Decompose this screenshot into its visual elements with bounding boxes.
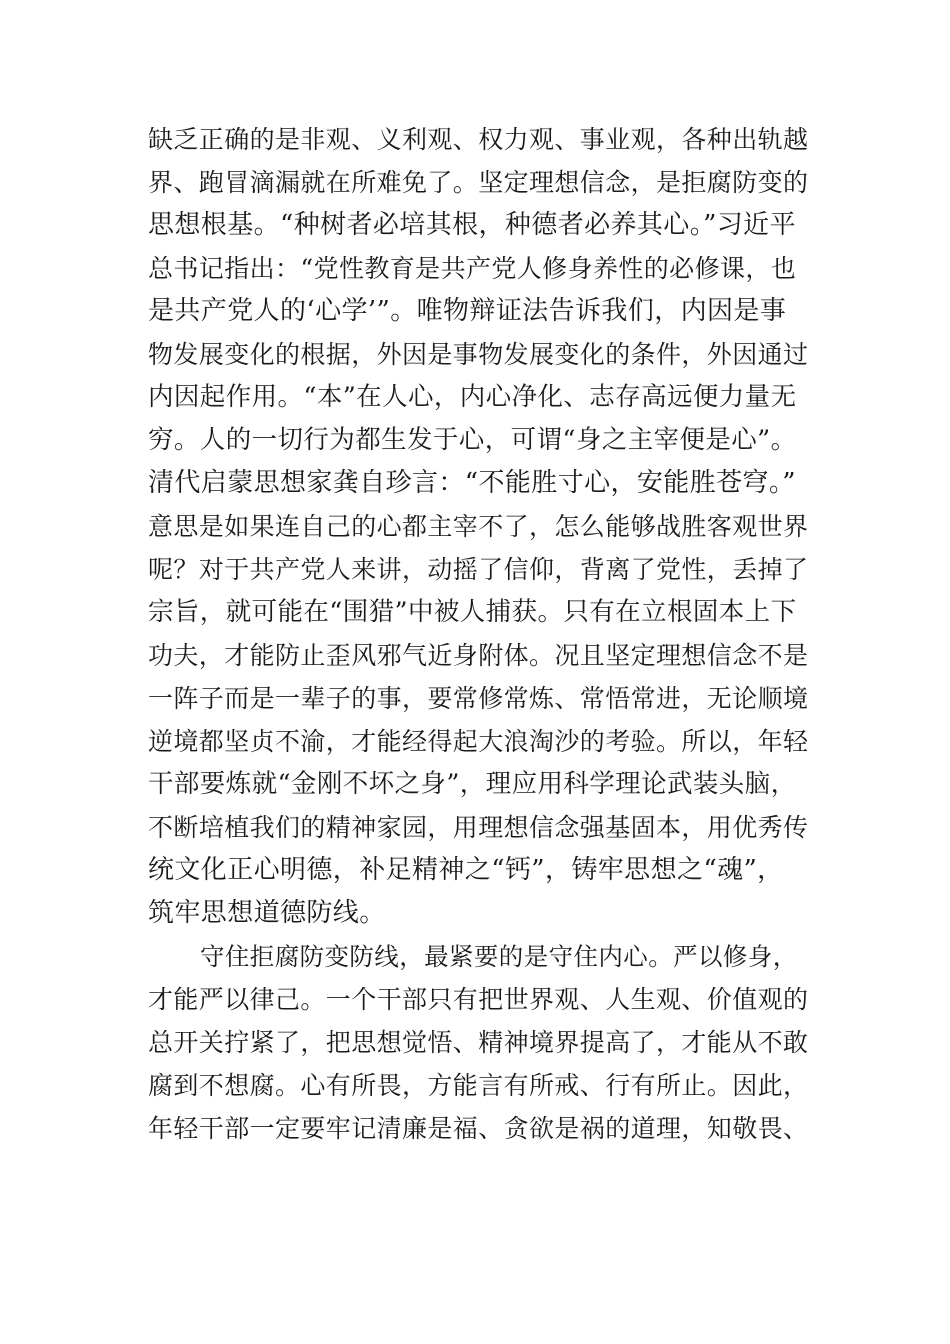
- text-line: 穷。人的一切行为都生发于心，可谓“身之主宰便是心”。: [148, 425, 797, 455]
- text-line: 是共产党人的‘心学’”。唯物辩证法告诉我们，内因是事: [148, 296, 787, 326]
- text-line: 守住拒腐防变防线，最紧要的是守住内心。严以修身，: [200, 942, 798, 971]
- text-line: 缺乏正确的是非观、义利观、权力观、事业观，各种出轨越: [148, 125, 809, 154]
- text-line: 逆境都坚贞不渝，才能经得起大浪淘沙的考验。所以，年轻: [148, 727, 809, 756]
- text-line: 清代启蒙思想家龚自珍言：“不能胜寸心，安能胜苍穹。”: [148, 468, 796, 498]
- body-text: [148, 118, 808, 1150]
- text-line: 内因起作用。“本”在人心，内心净化、志存高远便力量无: [148, 382, 797, 412]
- text-line: 总开关拧紧了，把思想觉悟、精神境界提高了，才能从不敢: [148, 1028, 809, 1057]
- text-line: 筑牢思想道德防线。: [148, 898, 386, 928]
- text-line: 一阵子而是一辈子的事，要常修常炼、常悟常进，无论顺境: [148, 684, 809, 713]
- text-line: 不断培植我们的精神家园，用理想信念强基固本，用优秀传: [148, 813, 809, 842]
- text-line: 宗旨，就可能在“围猎”中被人捕获。只有在立根固本上下: [148, 597, 797, 627]
- text-line: 界、跑冒滴漏就在所难免了。坚定理想信念，是拒腐防变的: [148, 168, 809, 197]
- text-line: 才能严以律己。一个干部只有把世界观、人生观、价值观的: [148, 985, 809, 1014]
- text-line: 干部要炼就“金刚不坏之身”，理应用科学理论武装头脑，: [148, 769, 797, 799]
- text-line: 统文化正心明德，补足精神之“钙”，铸牢思想之“魂”，: [148, 855, 784, 885]
- text-line: 思想根基。“种树者必培其根，种德者必养其心。”习近平: [148, 210, 796, 240]
- paragraph-1: [148, 118, 808, 935]
- text-line: 腐到不想腐。心有所畏，方能言有所戒、行有所止。因此，: [148, 1071, 809, 1100]
- paragraph-2: [148, 935, 808, 1150]
- text-line: 功夫，才能防止歪风邪气近身附体。况且坚定理想信念不是: [148, 641, 809, 670]
- text-line: 呢？对于共产党人来讲，动摇了信仰，背离了党性，丢掉了: [148, 555, 809, 584]
- text-line: 物发展变化的根据，外因是事物发展变化的条件，外因通过: [148, 340, 809, 369]
- text-line: 意思是如果连自己的心都主宰不了，怎么能够战胜客观世界: [148, 512, 809, 541]
- text-line: 年轻干部一定要牢记清廉是福、贪欲是祸的道理，知敬畏、: [148, 1114, 809, 1143]
- text-line: 总书记指出：“党性教育是共产党人修身养性的必修课，也: [148, 254, 797, 283]
